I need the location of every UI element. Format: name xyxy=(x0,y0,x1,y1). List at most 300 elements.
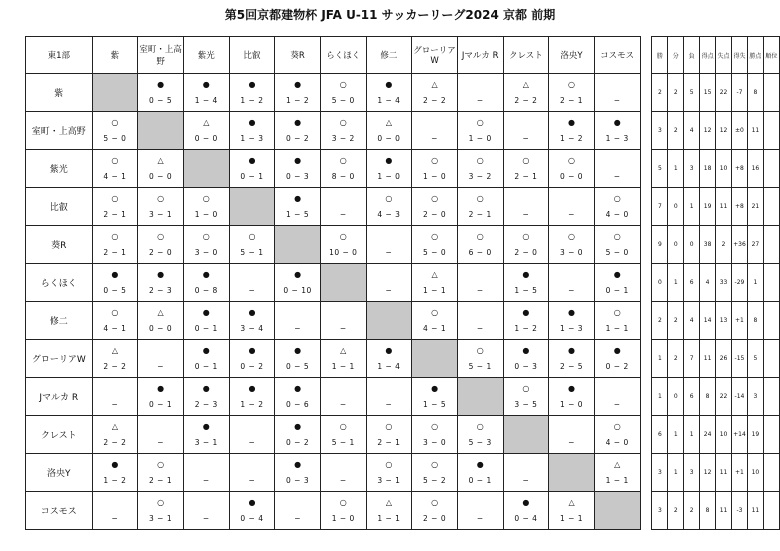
match-cell xyxy=(549,74,595,112)
match-score: 1 − 4 xyxy=(194,96,218,105)
match-score: 5 − 1 xyxy=(468,362,492,371)
stat-cell: 22 xyxy=(716,378,732,416)
stat-cell: 12 xyxy=(700,454,716,492)
row-team-name: コスモス xyxy=(26,492,93,530)
match-score: 0 − 1 xyxy=(468,476,492,485)
match-cell xyxy=(366,74,412,112)
stat-cell: 0 xyxy=(668,226,684,264)
result-symbol: ● xyxy=(248,384,256,393)
result-symbol: △ xyxy=(568,498,575,507)
match-score: − xyxy=(339,210,347,219)
match-cell xyxy=(229,416,275,454)
stat-cell xyxy=(763,378,779,416)
stat-header: 失点 xyxy=(716,37,732,74)
team-row xyxy=(26,74,780,112)
match-score: 2 − 1 xyxy=(559,96,584,105)
row-team-name: 修二 xyxy=(26,302,93,340)
stat-cell xyxy=(763,492,779,530)
match-score: 2 − 1 xyxy=(103,210,127,219)
match-cell xyxy=(92,150,138,188)
team-row xyxy=(26,226,780,264)
stat-cell: 4 xyxy=(684,112,700,150)
stat-header: 順位 xyxy=(763,37,779,74)
match-cell xyxy=(275,454,321,492)
match-score: 1 − 0 xyxy=(468,134,492,143)
match-cell xyxy=(183,264,229,302)
match-cell xyxy=(92,378,138,416)
match-cell xyxy=(366,378,412,416)
result-symbol: ● xyxy=(568,384,576,393)
result-symbol: ○ xyxy=(111,232,119,241)
match-cell xyxy=(183,454,229,492)
result-symbol: ● xyxy=(568,118,576,127)
result-symbol: ● xyxy=(613,270,621,279)
stat-cell: ±0 xyxy=(731,112,747,150)
stat-cell: 9 xyxy=(652,226,668,264)
match-cell xyxy=(138,74,184,112)
stat-cell: 11 xyxy=(700,340,716,378)
stat-cell: 18 xyxy=(700,150,716,188)
team-header: 比叡 xyxy=(229,37,275,74)
match-cell xyxy=(138,302,184,340)
stat-cell: -3 xyxy=(731,492,747,530)
match-cell xyxy=(503,340,549,378)
result-symbol: ○ xyxy=(613,422,621,431)
match-score: 2 − 1 xyxy=(377,438,401,447)
result-symbol: ○ xyxy=(339,232,347,241)
result-symbol: ● xyxy=(202,422,210,431)
match-score: − xyxy=(613,400,621,409)
stat-cell: 8 xyxy=(747,74,763,112)
result-symbol: ● xyxy=(248,498,256,507)
match-score: 0 − 5 xyxy=(103,286,127,295)
match-cell xyxy=(366,492,412,530)
column-spacer xyxy=(640,492,652,530)
match-score: 1 − 2 xyxy=(514,324,538,333)
self-match-cell xyxy=(457,378,503,416)
match-score: 3 − 1 xyxy=(149,210,173,219)
stat-cell: 11 xyxy=(716,454,732,492)
match-cell xyxy=(412,454,458,492)
match-score: 5 − 0 xyxy=(103,134,127,143)
stat-cell: 2 xyxy=(652,302,668,340)
match-score: − xyxy=(339,476,347,485)
match-cell xyxy=(320,416,366,454)
match-score: 1 − 0 xyxy=(423,172,447,181)
match-cell xyxy=(503,74,549,112)
match-cell xyxy=(594,340,640,378)
match-score: − xyxy=(568,286,575,295)
result-symbol: ● xyxy=(157,270,165,279)
stat-cell: 1 xyxy=(747,264,763,302)
match-score: − xyxy=(248,476,256,485)
stat-cell: 10 xyxy=(716,416,732,454)
stat-cell: 0 xyxy=(684,226,700,264)
match-cell xyxy=(320,302,366,340)
result-symbol: ○ xyxy=(157,498,165,507)
match-cell xyxy=(183,416,229,454)
match-score: − xyxy=(522,210,530,219)
match-cell xyxy=(594,226,640,264)
match-cell xyxy=(549,378,595,416)
column-spacer xyxy=(640,340,652,378)
match-score: − xyxy=(385,400,393,409)
match-cell xyxy=(457,492,503,530)
result-symbol: ○ xyxy=(522,232,530,241)
column-spacer xyxy=(640,74,652,112)
match-score: 2 − 5 xyxy=(559,362,584,371)
team-row xyxy=(26,340,780,378)
result-symbol: ● xyxy=(157,80,165,89)
match-score: 0 − 3 xyxy=(514,362,538,371)
stat-cell: 16 xyxy=(747,150,763,188)
result-symbol: △ xyxy=(614,460,621,469)
column-spacer xyxy=(640,112,652,150)
self-match-cell xyxy=(183,150,229,188)
match-cell xyxy=(275,188,321,226)
self-match-cell xyxy=(366,302,412,340)
match-score: 2 − 2 xyxy=(103,362,127,371)
team-row xyxy=(26,416,780,454)
match-cell xyxy=(457,150,503,188)
team-row xyxy=(26,492,780,530)
column-spacer xyxy=(640,264,652,302)
stat-cell: 0 xyxy=(668,378,684,416)
match-score: − xyxy=(476,96,484,105)
match-score: 0 − 1 xyxy=(149,400,173,409)
stat-cell: 6 xyxy=(684,264,700,302)
stat-cell: 5 xyxy=(747,340,763,378)
match-cell xyxy=(412,188,458,226)
result-symbol: △ xyxy=(340,346,347,355)
league-table-container xyxy=(25,36,780,530)
column-spacer xyxy=(640,302,652,340)
stat-cell: 7 xyxy=(684,340,700,378)
result-symbol: ○ xyxy=(202,232,210,241)
team-header: 室町・上高野 xyxy=(138,37,184,74)
result-symbol: ○ xyxy=(339,156,347,165)
result-symbol: ○ xyxy=(157,460,165,469)
match-cell xyxy=(229,264,275,302)
match-score: 3 − 0 xyxy=(559,248,584,257)
result-symbol: ● xyxy=(385,80,393,89)
match-cell xyxy=(594,264,640,302)
stat-cell: +36 xyxy=(731,226,747,264)
match-cell xyxy=(320,74,366,112)
match-score: 5 − 0 xyxy=(331,96,355,105)
match-cell xyxy=(457,454,503,492)
stat-cell: +14 xyxy=(731,416,747,454)
stat-cell: 22 xyxy=(716,74,732,112)
result-symbol: ○ xyxy=(568,232,576,241)
result-symbol: ○ xyxy=(339,118,347,127)
stat-cell: 13 xyxy=(716,302,732,340)
match-score: − xyxy=(522,476,530,485)
stat-cell: 7 xyxy=(652,188,668,226)
match-score: 5 − 1 xyxy=(331,438,355,447)
match-score: 5 − 1 xyxy=(240,248,264,257)
stat-cell: 2 xyxy=(668,112,684,150)
match-cell xyxy=(92,188,138,226)
match-cell xyxy=(138,416,184,454)
match-score: 6 − 0 xyxy=(468,248,492,257)
match-score: − xyxy=(111,400,119,409)
match-score: 1 − 1 xyxy=(605,324,629,333)
team-row xyxy=(26,378,780,416)
match-cell xyxy=(503,454,549,492)
match-cell xyxy=(183,340,229,378)
match-score: − xyxy=(476,286,484,295)
match-cell xyxy=(275,112,321,150)
match-score: 0 − 3 xyxy=(286,172,310,181)
match-cell xyxy=(549,340,595,378)
stat-cell xyxy=(763,226,779,264)
match-score: 1 − 3 xyxy=(240,134,264,143)
stat-cell: 38 xyxy=(700,226,716,264)
stat-cell: +8 xyxy=(731,188,747,226)
match-cell xyxy=(229,302,275,340)
match-cell xyxy=(320,454,366,492)
match-cell xyxy=(366,188,412,226)
match-score: − xyxy=(111,514,119,523)
result-symbol: ● xyxy=(294,156,302,165)
team-header: グローリアW xyxy=(412,37,458,74)
stat-cell: 14 xyxy=(700,302,716,340)
result-symbol: ● xyxy=(522,346,530,355)
match-score: 5 − 0 xyxy=(423,248,447,257)
result-symbol: ● xyxy=(613,346,621,355)
stat-cell xyxy=(763,416,779,454)
stat-header: 負 xyxy=(684,37,700,74)
match-cell xyxy=(92,416,138,454)
match-score: 3 − 2 xyxy=(468,172,492,181)
stat-cell: 2 xyxy=(668,492,684,530)
match-score: 2 − 2 xyxy=(514,96,538,105)
match-score: 0 − 2 xyxy=(286,438,310,447)
stat-cell xyxy=(763,454,779,492)
match-cell xyxy=(320,378,366,416)
result-symbol: ● xyxy=(568,308,576,317)
match-score: − xyxy=(339,400,347,409)
stat-cell: 1 xyxy=(668,454,684,492)
stat-cell: 1 xyxy=(668,264,684,302)
team-row xyxy=(26,302,780,340)
result-symbol: ○ xyxy=(431,194,439,203)
result-symbol: ● xyxy=(385,156,393,165)
result-symbol: △ xyxy=(431,80,438,89)
match-cell xyxy=(412,226,458,264)
match-cell xyxy=(183,112,229,150)
match-cell xyxy=(229,454,275,492)
team-header: 洛央Y xyxy=(549,37,595,74)
self-match-cell xyxy=(320,264,366,302)
match-score: 2 − 3 xyxy=(194,400,218,409)
match-score: 3 − 4 xyxy=(240,324,264,333)
column-spacer xyxy=(640,150,652,188)
stat-cell: 2 xyxy=(652,74,668,112)
row-team-name: 紫光 xyxy=(26,150,93,188)
row-team-name: 洛央Y xyxy=(26,454,93,492)
team-header: 紫光 xyxy=(183,37,229,74)
result-symbol: ● xyxy=(294,384,302,393)
result-symbol: ● xyxy=(202,270,210,279)
result-symbol: ○ xyxy=(385,460,393,469)
stat-cell: 11 xyxy=(716,188,732,226)
result-symbol: △ xyxy=(203,118,210,127)
stat-cell: +8 xyxy=(731,150,747,188)
team-header: クレスト xyxy=(503,37,549,74)
result-symbol: ○ xyxy=(476,232,484,241)
stat-cell xyxy=(763,74,779,112)
match-score: − xyxy=(157,362,164,371)
match-score: 8 − 0 xyxy=(331,172,355,181)
result-symbol: △ xyxy=(157,156,164,165)
match-score: − xyxy=(202,476,210,485)
match-cell xyxy=(412,416,458,454)
match-cell xyxy=(412,492,458,530)
result-symbol: ● xyxy=(248,118,256,127)
stat-cell: 8 xyxy=(747,302,763,340)
match-score: − xyxy=(476,324,484,333)
team-row xyxy=(26,454,780,492)
match-cell xyxy=(275,302,321,340)
match-cell xyxy=(503,188,549,226)
result-symbol: ● xyxy=(294,346,302,355)
stat-cell: 4 xyxy=(700,264,716,302)
result-symbol: ● xyxy=(111,460,119,469)
result-symbol: △ xyxy=(385,118,392,127)
match-score: 0 − 0 xyxy=(377,134,401,143)
result-symbol: ○ xyxy=(157,232,165,241)
result-symbol: ● xyxy=(248,308,256,317)
match-cell xyxy=(275,340,321,378)
match-score: − xyxy=(294,324,301,333)
match-score: 1 − 2 xyxy=(103,476,127,485)
match-score: − xyxy=(248,286,256,295)
team-header: 紫 xyxy=(92,37,138,74)
match-score: 3 − 1 xyxy=(149,514,173,523)
stat-cell xyxy=(763,188,779,226)
result-symbol: ● xyxy=(248,346,256,355)
match-cell xyxy=(412,112,458,150)
match-score: 0 − 2 xyxy=(605,362,629,371)
row-team-name: グローリアW xyxy=(26,340,93,378)
stat-cell: 0 xyxy=(668,188,684,226)
stat-header: 分 xyxy=(668,37,684,74)
stat-cell: -15 xyxy=(731,340,747,378)
match-score: 2 − 0 xyxy=(514,248,538,257)
result-symbol: ● xyxy=(202,346,210,355)
result-symbol: ● xyxy=(294,80,302,89)
column-spacer xyxy=(640,378,652,416)
match-cell xyxy=(366,226,412,264)
stat-cell: 2 xyxy=(668,74,684,112)
result-symbol: ● xyxy=(613,118,621,127)
match-score: 1 − 1 xyxy=(605,476,629,485)
stat-cell: 3 xyxy=(747,378,763,416)
team-header: Jマルカ R xyxy=(457,37,503,74)
match-score: 4 − 1 xyxy=(103,172,127,181)
match-score: 0 − 3 xyxy=(286,476,310,485)
stat-cell: 3 xyxy=(652,492,668,530)
result-symbol: ● xyxy=(522,308,530,317)
result-symbol: ● xyxy=(385,346,393,355)
match-score: − xyxy=(385,248,393,257)
match-score: 1 − 2 xyxy=(240,400,264,409)
match-cell xyxy=(183,492,229,530)
match-cell xyxy=(92,264,138,302)
match-cell xyxy=(412,264,458,302)
stat-cell: +1 xyxy=(731,454,747,492)
match-score: − xyxy=(248,438,256,447)
match-cell xyxy=(503,378,549,416)
stat-cell: 2 xyxy=(684,492,700,530)
match-cell xyxy=(366,264,412,302)
result-symbol: ● xyxy=(294,118,302,127)
result-symbol: ○ xyxy=(111,308,119,317)
stat-cell: +1 xyxy=(731,302,747,340)
match-score: 2 − 3 xyxy=(149,286,173,295)
match-score: 2 − 0 xyxy=(423,514,447,523)
match-score: 0 − 6 xyxy=(286,400,310,409)
page-title: 第5回京都建物杯 JFA U-11 サッカーリーグ2024 京都 前期 xyxy=(224,8,556,22)
stat-cell: 19 xyxy=(747,416,763,454)
result-symbol: ○ xyxy=(522,156,530,165)
result-symbol: ○ xyxy=(248,232,256,241)
result-symbol: ○ xyxy=(111,118,119,127)
stat-cell: 1 xyxy=(668,150,684,188)
match-cell xyxy=(457,226,503,264)
match-score: 0 − 1 xyxy=(194,362,218,371)
match-cell xyxy=(457,264,503,302)
match-cell xyxy=(457,188,503,226)
match-cell xyxy=(412,378,458,416)
match-score: 2 − 2 xyxy=(103,438,127,447)
result-symbol: △ xyxy=(522,80,529,89)
match-cell xyxy=(183,302,229,340)
result-symbol: ○ xyxy=(385,422,393,431)
stat-cell: -14 xyxy=(731,378,747,416)
match-score: 10 − 0 xyxy=(329,248,358,257)
result-symbol: ○ xyxy=(476,194,484,203)
stat-cell: 12 xyxy=(716,112,732,150)
match-score: 0 − 0 xyxy=(149,324,173,333)
match-score: 0 − 2 xyxy=(240,362,264,371)
result-symbol: ● xyxy=(111,270,119,279)
stat-header: 勝 xyxy=(652,37,668,74)
match-score: 1 − 1 xyxy=(377,514,401,523)
match-cell xyxy=(457,112,503,150)
match-score: 1 − 0 xyxy=(377,172,401,181)
stat-cell: 4 xyxy=(684,302,700,340)
match-cell xyxy=(549,416,595,454)
match-cell xyxy=(320,112,366,150)
self-match-cell xyxy=(503,416,549,454)
team-header: 修二 xyxy=(366,37,412,74)
match-score: 3 − 0 xyxy=(194,248,218,257)
match-score: 1 − 0 xyxy=(559,400,584,409)
match-score: 4 − 1 xyxy=(423,324,447,333)
stat-cell xyxy=(763,112,779,150)
team-header: 葵R xyxy=(275,37,321,74)
stat-cell xyxy=(763,264,779,302)
match-score: − xyxy=(157,438,164,447)
match-score: − xyxy=(385,286,393,295)
match-cell xyxy=(229,378,275,416)
row-team-name: クレスト xyxy=(26,416,93,454)
match-cell xyxy=(594,74,640,112)
stat-cell: 21 xyxy=(747,188,763,226)
